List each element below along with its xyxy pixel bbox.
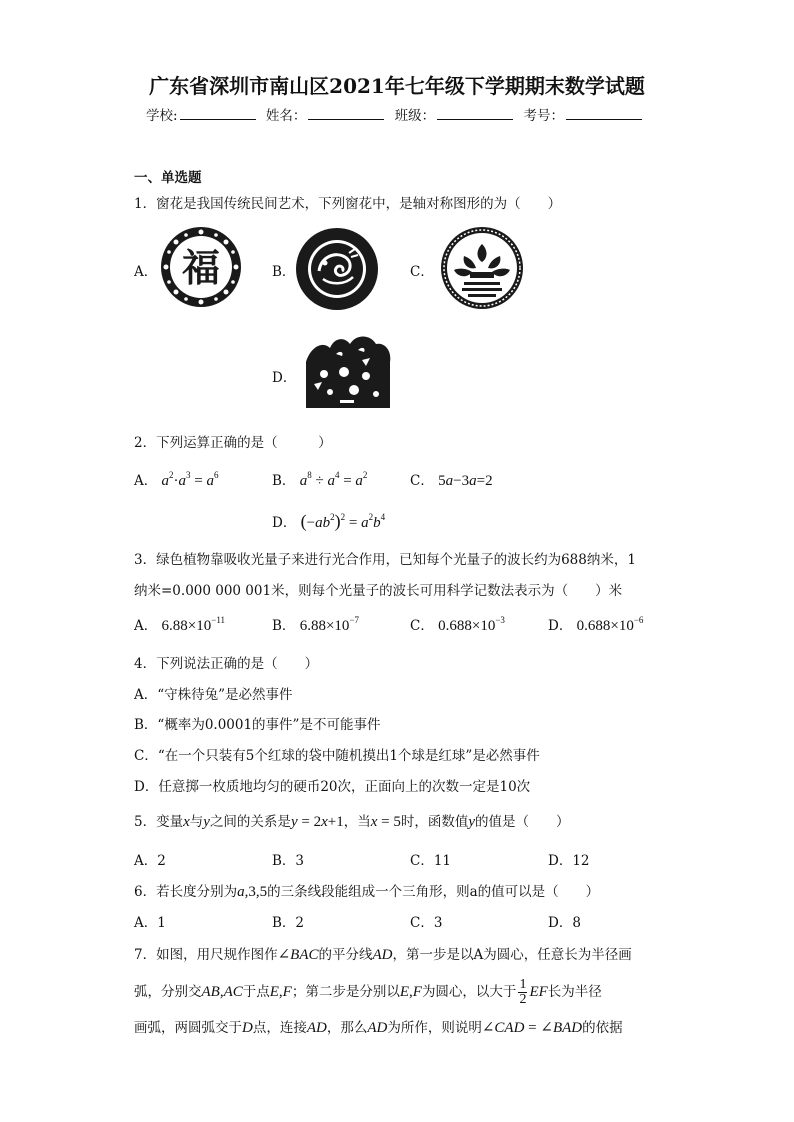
q1-option-d-label: D． bbox=[272, 370, 297, 386]
class-blank bbox=[437, 107, 513, 120]
q7-line2-part-5: 长为半径 bbox=[547, 983, 602, 1000]
q2-option-d bbox=[272, 511, 385, 532]
q3-option-b-exponent: −7 bbox=[349, 615, 360, 625]
q5-text-part-6: 的值是（ ） bbox=[475, 814, 570, 830]
name-blank bbox=[308, 107, 384, 120]
q5-option-b: B．3 bbox=[272, 853, 305, 869]
section-title: 一、单选题 bbox=[134, 170, 202, 186]
school-blank bbox=[180, 107, 256, 120]
q7-line3-part-4: 为所作，则说明 bbox=[387, 1020, 482, 1036]
q7-line1-part-1: 7．如图，用尺规作图作 bbox=[134, 947, 278, 963]
question-3-line-2: 纳米=0.000 000 001米，则每个光量子的波长可用科学记数法表示为（ ）米 bbox=[134, 583, 623, 599]
q5-var-y-2: y bbox=[468, 814, 476, 830]
question-2-text: 2．下列运算正确的是（ ） bbox=[134, 435, 332, 451]
q7-angle-bac: ∠BAC bbox=[277, 947, 319, 963]
q2-option-b-formula: $a^8 \div a^4 = a^2$ bbox=[299, 470, 368, 489]
question-7-line-3 bbox=[134, 1016, 623, 1037]
q7-line2-part-1: 弧，分别交 bbox=[134, 983, 202, 1000]
exam-no-label: 考号： bbox=[523, 108, 564, 124]
q7-ab-ac: AB,AC bbox=[201, 983, 243, 1000]
q3-option-d-exponent: −6 bbox=[633, 615, 644, 625]
q6-option-b: B．2 bbox=[272, 915, 305, 931]
q7-e-f-2: E,F bbox=[399, 983, 422, 1000]
q7-point-d: D bbox=[242, 1020, 253, 1036]
q7-ad: AD bbox=[372, 947, 393, 963]
question-6-text bbox=[134, 880, 599, 901]
q4-option-a: A．“守株待兔”是必然事件 bbox=[134, 687, 293, 703]
q2-option-b-label: B． bbox=[272, 473, 296, 489]
paper-cut-flower-image bbox=[440, 226, 524, 310]
q4-option-b: B．“概率为0.0001的事件”是不可能事件 bbox=[134, 717, 381, 733]
q7-e-f: E,F bbox=[269, 983, 292, 1000]
school-label: 学校: bbox=[146, 108, 178, 124]
q5-condition: x = 5 bbox=[370, 814, 401, 830]
paper-cut-dragon-image bbox=[295, 227, 379, 311]
q6-text-part-2: 的三条线段能组成一个三角形，则a的值可以是（ ） bbox=[267, 884, 600, 900]
q3-option-d-label: D． bbox=[548, 618, 573, 634]
paper-cut-fu-image bbox=[160, 226, 242, 308]
q6-option-c: C．3 bbox=[410, 915, 443, 931]
q7-line2-part-4: 为圆心，以大于 bbox=[421, 983, 517, 1000]
q6-option-d: D．8 bbox=[548, 915, 581, 931]
class-label: 班级： bbox=[394, 108, 436, 124]
q6-text-part-1: 6．若长度分别为 bbox=[134, 884, 238, 900]
q5-text-part-3: 之间的关系是 bbox=[209, 814, 291, 830]
q3-option-a-label: A． bbox=[134, 618, 158, 634]
question-4-text: 4．下列说法正确的是（ ） bbox=[134, 656, 319, 672]
question-7-line-2 bbox=[134, 978, 602, 1007]
q4-option-c: C．“在一个只装有5个红球的袋中随机摸出1个球是红球”是必然事件 bbox=[134, 748, 540, 764]
q3-option-b bbox=[272, 614, 359, 635]
q1-option-a-label: A． bbox=[134, 264, 158, 280]
q1-option-b-label: B． bbox=[272, 264, 296, 280]
q7-line3-part-2: 点，连接 bbox=[252, 1020, 307, 1036]
q2-option-a-label: A． bbox=[134, 473, 158, 489]
paper-cut-ox-image bbox=[300, 330, 396, 410]
q3-option-a-mantissa: 6.88×10 bbox=[161, 618, 212, 634]
q7-ad-3: AD bbox=[367, 1020, 388, 1036]
q4-option-d: D．任意掷一枚质地均匀的硬币20次，正面向上的次数一定是10次 bbox=[134, 779, 531, 795]
q3-option-d-mantissa: 0.688×10 bbox=[576, 618, 634, 634]
q7-ad-2: AD bbox=[306, 1020, 327, 1036]
question-5-text bbox=[134, 810, 570, 831]
q7-line1-part-2: 的平分线 bbox=[318, 947, 373, 963]
student-info-line bbox=[0, 104, 794, 124]
q5-option-c: C．11 bbox=[410, 853, 452, 869]
q5-option-d: D．12 bbox=[548, 853, 590, 869]
q7-line2-part-3: ；第二步是分别以 bbox=[291, 983, 400, 1000]
q3-option-b-label: B． bbox=[272, 618, 296, 634]
q5-text-part-5: 时，函数值 bbox=[400, 814, 469, 830]
q3-option-c bbox=[410, 614, 505, 635]
q5-text-part-4: ，当 bbox=[343, 814, 371, 830]
q3-option-c-mantissa: 0.688×10 bbox=[438, 618, 496, 634]
exam-no-blank bbox=[566, 107, 642, 120]
q3-option-a bbox=[134, 614, 225, 635]
q3-option-d bbox=[548, 614, 643, 635]
q2-option-c-formula: 5a−3a=2 bbox=[438, 473, 493, 489]
q2-option-d-formula: $(-ab^2)^2 = a^2b^4$ bbox=[300, 511, 386, 531]
q1-option-c-label: C． bbox=[410, 264, 434, 280]
q3-option-b-mantissa: 6.88×10 bbox=[299, 618, 350, 634]
q6-lengths: a,3,5 bbox=[237, 884, 268, 900]
q7-half-ef: $\frac{1}{2}$ EF bbox=[519, 977, 548, 1007]
q5-text-part-2: 与 bbox=[189, 814, 204, 830]
q2-option-a bbox=[134, 469, 219, 490]
q3-option-c-label: C． bbox=[410, 618, 434, 634]
q3-option-a-exponent: −11 bbox=[211, 615, 226, 625]
q2-option-a-formula: $a^2\cdot a^3 = a^6$ bbox=[161, 470, 219, 489]
q5-var-y: y bbox=[203, 814, 210, 830]
question-3-line-1: 3．绿色植物靠吸收光量子来进行光合作用，已知每个光量子的波长约为688纳米，1 bbox=[134, 552, 636, 568]
q5-var-x: x bbox=[183, 814, 190, 830]
q6-option-a: A．1 bbox=[134, 915, 166, 931]
q2-option-c bbox=[410, 469, 493, 490]
question-1-text: 1．窗花是我国传统民间艺术，下列窗花中，是轴对称图形的为（ ） bbox=[134, 196, 562, 212]
page-title: 广东省深圳市南山区2021年七年级下学期期末数学试题 bbox=[149, 74, 645, 98]
q5-relation: y = 2x+1 bbox=[290, 814, 344, 830]
name-label: 姓名： bbox=[265, 108, 307, 124]
q2-option-d-label: D． bbox=[272, 515, 297, 531]
q7-line3-part-3: ，那么 bbox=[326, 1020, 368, 1036]
question-7-line-1 bbox=[134, 943, 632, 964]
q7-angle-equation: ∠CAD = ∠BAD bbox=[481, 1020, 583, 1036]
q7-line3-part-5: 的依据 bbox=[582, 1020, 623, 1036]
q5-option-a: A．2 bbox=[134, 853, 166, 869]
q7-line2-part-2: 于点 bbox=[242, 983, 270, 1000]
q5-text-part-1: 5．变量 bbox=[134, 814, 184, 830]
fu-character: 福 bbox=[181, 246, 221, 290]
q7-line3-part-1: 画弧，两圆弧交于 bbox=[134, 1020, 242, 1036]
q3-option-c-exponent: −3 bbox=[495, 615, 505, 625]
q2-option-b bbox=[272, 469, 367, 490]
q2-option-c-label: C． bbox=[410, 473, 434, 489]
q7-line1-part-3: ，第一步是以A为圆心，任意长为半径画 bbox=[392, 947, 632, 963]
